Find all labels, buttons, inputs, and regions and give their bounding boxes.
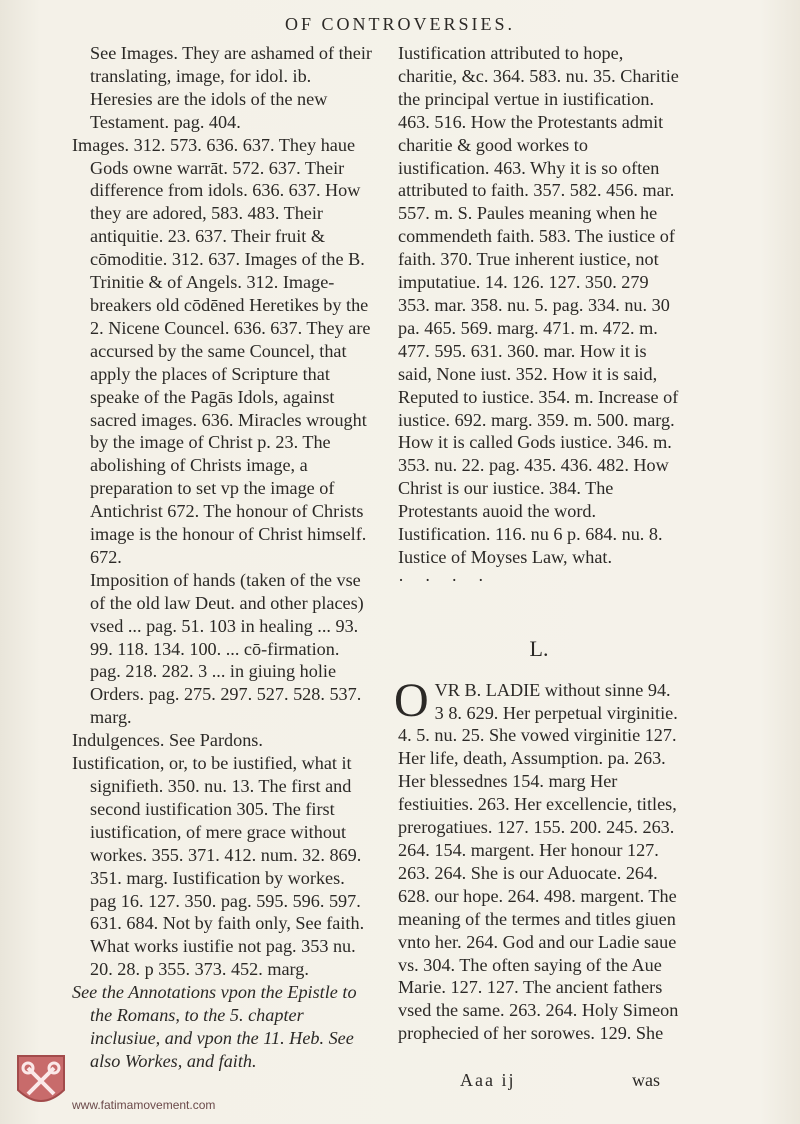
signature-mark: Aaa ij [460,1070,516,1090]
papal-keys-logo-icon [14,1050,68,1114]
section-heading: L. [529,635,549,661]
entry-text: See Images. They are ashamed of their translating, image, for idol. ib. Heresies are the idols of the new Testament. pag. 404. [90,43,372,132]
watermark-url[interactable]: www.fatimamovement.com [72,1098,216,1112]
index-entry [72,42,372,134]
index-entry: Indulgences. See Pardons. [72,730,263,751]
page-header: OF CONTROVERSIES. [284,14,516,34]
index-entry [72,569,372,729]
drop-cap: O [394,673,429,727]
illegible-dots: · · · · [398,569,492,590]
index-entry: Images. 312. 573. 636. 637. They haue Gods owne warrāt. 572. 637. Their difference from idols. 636. 637. How they are adored, 583. 483. Their antiquitie. 23. 637. Their fruit & cōmoditie. 312. 637. Images of the B. Trinitie & of Angels. 312. Image-breakers old cōdēned Heretikes by the 2. Nicene Councel. 636. 637. They are accursed by the same Councel, that apply the places of Scripture that speake of the Pagās Idols, against sacred images. 636. Miracles wrought by the image of Christ p. 23. The abolishing of Christs image, a preparation to set vp the image of Antichrist 672. The honour of Christs image is the honour of Christ himself. 672. [72,134,371,567]
right-column [394,42,680,1045]
left-column [72,42,372,1073]
entry-text: What works iustifie not pag. 353 nu. 20. 28. p 355. 373. 452. marg. [90,936,356,980]
entry-text: Imposition of hands (taken of the vse of the old law Deut. and other places) vsed ... pag. 51. 103 in healing ... 93. 99. 118. 134. 100. ... cō-firmation. pag. 218. 282. 3 ... in giuing holie Orders. pag. 275. 297. 527. 528. 537. marg. [90,569,364,728]
index-entry [394,673,680,1046]
index-entry: See the Annotations vpon the Epistle to the Romans, to the 5. chapter inclusiue, and vpon the 11. Heb. See also Workes, and faith. [72,982,357,1071]
entry-text: VR B. LADIE without sinne 94. 3 8. 629. Her perpetual virginitie. 4. 5. nu. 25. She vowed virginitie 127. Her life, death, Assumption. pa. 263. Her blessednes 154. marg Her festiuities. 263. Her excellencie, titles, prerogatiues. 127. 155. 200. 245. 263. 264. 154. margent. Her honour 127. 263. 264. She is our Aduocate. 264. 628. our hope. 264. 498. margent. The meaning of the termes and titles giuen vnto her. 264. God and our Ladie saue vs. 304. The often saying of the Aue Marie. 127. 127. The ancient fathers vsed the same. 263. 264. Holy Simeon prophecied of her sorowes. 129. She [398,679,679,1044]
catchword: was [632,1070,660,1090]
index-entry: Iustification attributed to hope, charitie, &c. 364. 583. nu. 35. Charitie the principal vertue in iustification. 463. 516. How the Protestants admit charitie & good workes to iustification. 463. Why it is so often attributed to faith. 357. 582. 456. mar. 557. m. S. Paules meaning when he commendeth faith. 583. The iustice of faith. 370. True inherent iustice, not imputatiue. 14. 126. 127. 350. 279 353. mar. 358. nu. 5. pag. 334. nu. 30 pa. 465. 569. marg. 471. m. 472. m. 477. 595. 631. 360. mar. How it is said, None iust. 352. How it is said, Reputed to iustice. 354. m. Increase of iustice. 692. marg. 359. m. 500. marg. How it is called Gods iustice. 346. m. 353. nu. 22. pag. 435. 436. 482. How Christ is our iustice. 384. The Protestants auoid the word. Iustification. 116. nu 6 p. 684. nu. 8. Iustice of Moyses Law, what. [398,43,679,567]
index-entry: Iustification, or, to be iustified, what it signifieth. 350. nu. 13. The first and second iustification 305. The first iustification, of mere grace without workes. 355. 371. 412. num. 32. 869. 351. marg. Iustification by workes. pag 16. 127. 350. pag. 595. 596. 597. 631. 684. Not by faith only, See faith. [72,753,365,934]
index-entry [72,935,372,981]
